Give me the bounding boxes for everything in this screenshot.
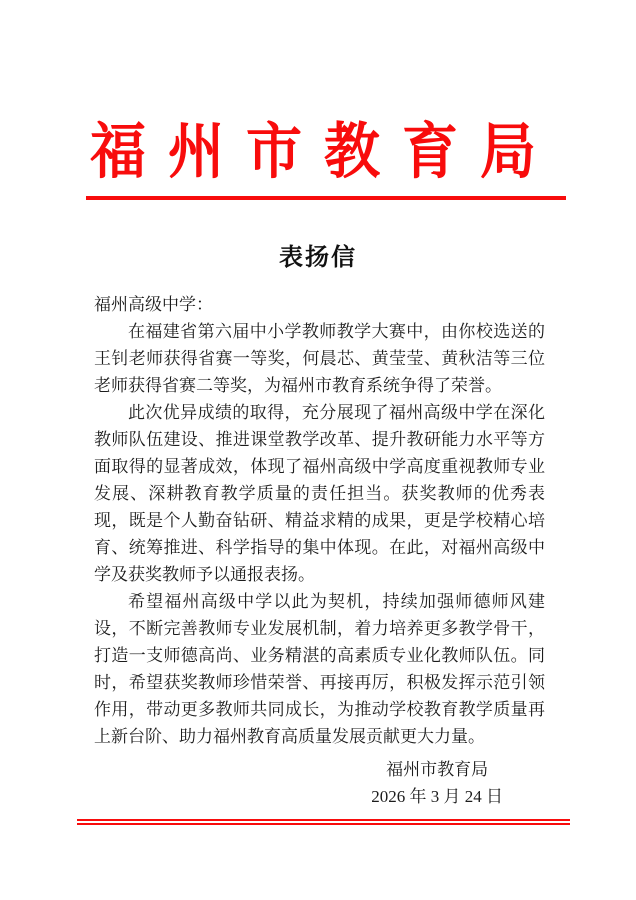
signature-inner [371,756,503,810]
letter-salutation: 福州高级中学： [94,295,213,314]
signature-org-name: 福州市教育局 [386,760,489,779]
letter-paragraph-3: 希望福州高级中学以此为契机，持续加强师德师风建设，不断完善教师专业发展机制，着力培养更多教学骨干，打造一支师德高尚、业务精湛的高素质专业化教师队伍。同时，希望获奖教师珍惜荣誉、再接再厉，积极发挥示范引领作用，带动更多教师共同成长，为推动学校教育教学质量再上新台阶、助力福州教育高质量发展贡献更大力量。 [94,592,545,746]
letter-paragraph-1: 在福建省第六届中小学教师教学大赛中，由你校选送的王钊老师获得省赛一等奖，何晨芯、黄莹莹、黄秋洁等三位老师获得省赛二等奖，为福州市教育系统争得了荣誉。 [94,322,545,395]
signature-date: 2026 年 3 月 24 日 [371,787,503,806]
letter-paragraph-2: 此次优异成绩的取得，充分展现了福州高级中学在深化教师队伍建设、推进课堂教学改革、提升教研能力水平等方面取得的显著成效，体现了福州高级中学高度重视教师专业发展、深耕教育教学质量的责任担当。获奖教师的优秀表现，既是个人勤奋钻研、精益求精的成果，更是学校精心培育、统筹推进、科学指导的集中体现。在此，对福州高级中学及获奖教师予以通报表扬。 [94,403,545,584]
signature-block [94,756,545,810]
letterhead-org-name: 福州市教育局 [90,116,558,185]
footer-divider-line [77,819,570,825]
letter-body [94,291,545,810]
letterhead-divider-line [86,196,566,200]
letter-title: 表扬信 [279,244,357,271]
